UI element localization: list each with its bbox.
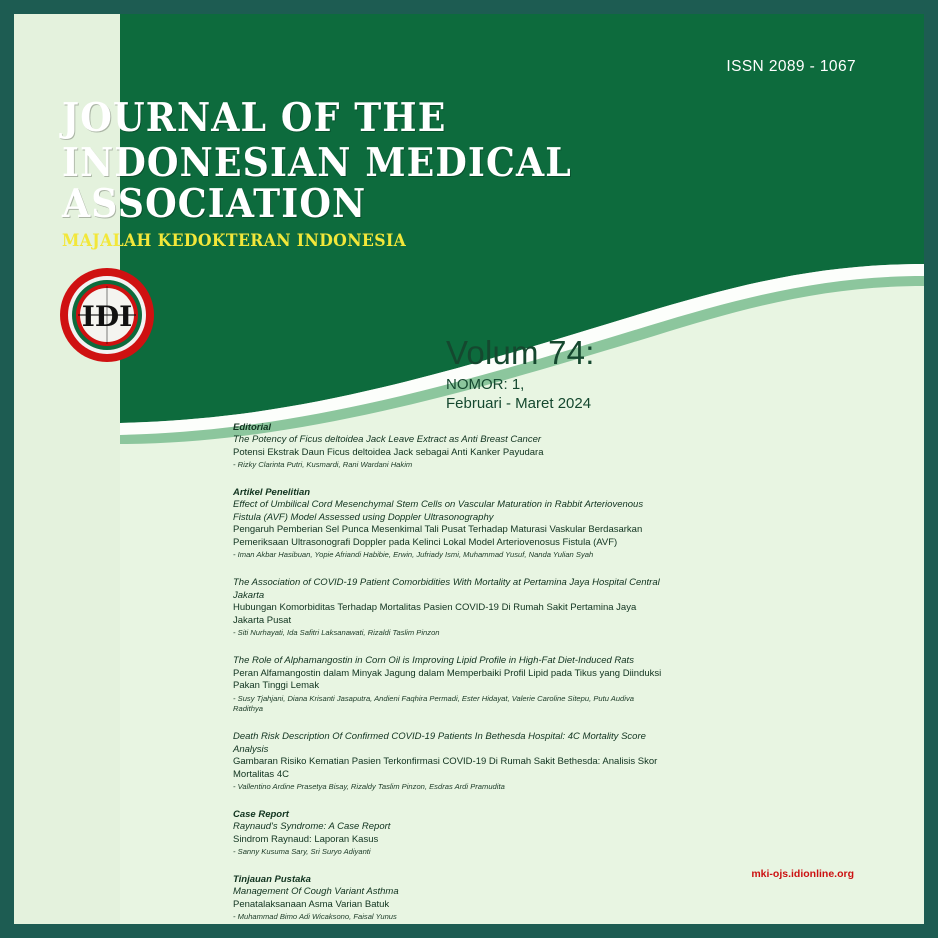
toc-title-id: Potensi Ekstrak Daun Ficus deltoidea Jack sebagai Anti Kanker Payudara xyxy=(233,446,544,458)
toc-title-en: The Association of COVID-19 Patient Comorbidities With Mortality at Pertamina Jaya Hospital Central Jakarta xyxy=(233,577,660,601)
toc-authors: - Iman Akbar Hasibuan, Yopie Afriandi Habibie, Erwin, Jufriady Ismi, Muhammad Yusuf, Nanda Yulian Syah xyxy=(233,550,594,560)
toc-title-id: Hubungan Komorbiditas Terhadap Mortalitas Pasien COVID-19 Di Rumah Sakit Pertamina Jaya Jakarta Pusat xyxy=(233,602,637,626)
toc-title-id: Sindrom Raynaud: Laporan Kasus xyxy=(233,833,379,845)
toc-section-heading: Case Report xyxy=(233,809,289,821)
toc-entry xyxy=(233,487,663,560)
issue-date: Februari - Maret 2024 xyxy=(446,395,592,412)
toc-authors: - Siti Nurhayati, Ida Safitri Laksanawati, Rizaldi Taslim Pinzon xyxy=(233,628,440,638)
journal-subtitle: MAJALAH KEDOKTERAN INDONESIA xyxy=(62,230,407,250)
toc-authors: - Muhammad Bimo Adi Wicaksono, Faisal Yunus xyxy=(233,912,397,922)
table-of-contents xyxy=(233,422,663,924)
toc-title-id: Pengaruh Pemberian Sel Punca Mesenkimal Tali Pusat Terhadap Maturasi Vaskular Berdasarkan Pemeriksaan Ultrasonografi Doppler pada Kelinci Lokal Model Arteriovenosus Fistula (AVF) xyxy=(233,524,643,548)
toc-title-id: Peran Alfamangostin dalam Minyak Jagung dalam Memperbaiki Profil Lipid pada Tikus yang Diinduksi Pakan Tinggi Lemak xyxy=(233,667,662,692)
toc-authors: - Susy Tjahjani, Diana Krisanti Jasaputra, Andieni Faqhira Permadi, Ester Hidayat, Valerie Caroline Sitepu, Putu Audiva Radithya xyxy=(233,693,634,713)
toc-authors: - Vallentino Ardine Prasetya Bisay, Rizaldy Taslim Pinzon, Esdras Ardi Pramudita xyxy=(233,782,505,792)
toc-title-id: Penatalaksanaan Asma Varian Batuk xyxy=(233,898,390,910)
toc-authors: - Sanny Kusuma Sary, Sri Suryo Adiyanti xyxy=(233,847,371,857)
toc-title-en: Effect of Umbilical Cord Mesenchymal Stem Cells on Vascular Maturation in Rabbit Arteriovenous Fistula (AVF) Model Assessed using Doppler Ultrasonography xyxy=(233,499,644,523)
toc-title-id: Gambaran Risiko Kematian Pasien Terkonfirmasi COVID-19 Di Rumah Sakit Bethesda: Analisis Skor Mortalitas 4C xyxy=(233,756,658,780)
toc-title-en: Management Of Cough Variant Asthma xyxy=(233,886,399,898)
title-line-1: JOURNAL OF THE xyxy=(62,95,447,141)
toc-title-en: The Potency of Ficus deltoidea Jack Leave Extract as Anti Breast Cancer xyxy=(233,434,542,445)
toc-entry xyxy=(233,809,663,857)
toc-section-heading: Editorial xyxy=(233,422,272,433)
toc-authors: - Rizky Clarinta Putri, Kusmardi, Rani Wardani Hakim xyxy=(233,460,413,470)
idi-logo xyxy=(58,266,156,364)
issn-label: ISSN 2089 - 1067 xyxy=(726,58,856,75)
issue-number: NOMOR: 1, xyxy=(446,376,525,393)
toc-entry xyxy=(233,422,663,470)
toc-entry xyxy=(233,655,663,714)
toc-entry xyxy=(233,731,663,792)
journal-title xyxy=(62,95,924,250)
volume-number: Volum 74: xyxy=(446,334,595,371)
svg-text:IDI: IDI xyxy=(81,300,133,333)
toc-entry xyxy=(233,874,663,922)
toc-entry xyxy=(233,577,663,638)
toc-section-heading: Tinjauan Pustaka xyxy=(233,874,311,886)
toc-section-heading: Artikel Penelitian xyxy=(233,487,311,499)
toc-title-en: Death Risk Description Of Confirmed COVID-19 Patients In Bethesda Hospital: 4C Mortality Score Analysis xyxy=(233,730,646,755)
title-line-2: INDONESIAN MEDICAL ASSOCIATION xyxy=(62,139,572,227)
journal-cover xyxy=(14,14,924,924)
volume-info xyxy=(446,334,595,412)
website-url[interactable]: mki-ojs.idionline.org xyxy=(751,868,854,880)
toc-title-en: The Role of Alphamangostin in Corn Oil is Improving Lipid Profile in High-Fat Diet-Induced Rats xyxy=(233,655,634,667)
toc-title-en: Raynaud's Syndrome: A Case Report xyxy=(233,821,391,833)
